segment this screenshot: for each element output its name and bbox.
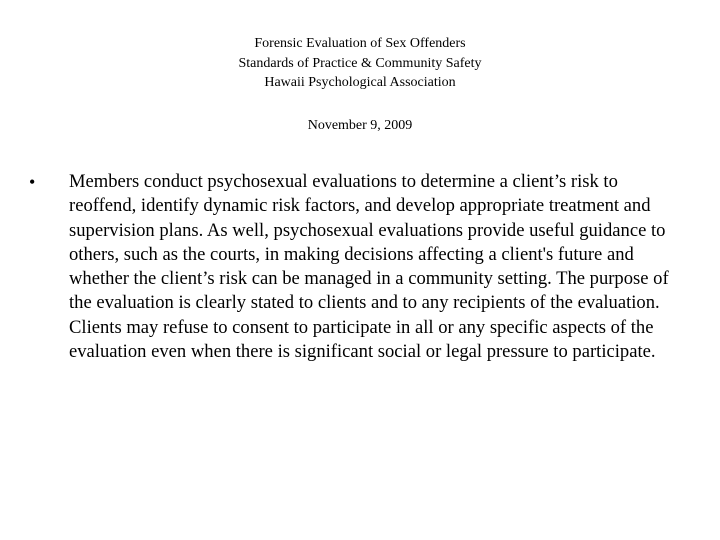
document-header bbox=[0, 34, 720, 93]
bullet-list bbox=[0, 170, 720, 364]
bullet-text: Members conduct psychosexual evaluations to determine a client’s risk to reoffend, identify dynamic risk factors, and develop appropriate treatment and supervision plans. As well, psychosexual evaluations provide useful guidance to others, such as the courts, in making decisions affecting a client's future and whether the client’s risk can be managed in a community setting. The purpose of the evaluation is clearly stated to clients and to any recipients of the evaluation. Clients may refuse to consent to participate in all or any specific aspects of the evaluation even when there is significant social or legal pressure to participate. bbox=[69, 171, 669, 363]
header-title: Forensic Evaluation of Sex Offenders bbox=[254, 36, 466, 51]
header-subtitle: Standards of Practice & Community Safety bbox=[238, 55, 482, 71]
bullet-icon: • bbox=[29, 172, 36, 192]
header-organization: Hawaii Psychological Association bbox=[264, 75, 456, 90]
document-date: November 9, 2009 bbox=[307, 118, 413, 133]
bullet-item bbox=[0, 170, 720, 364]
